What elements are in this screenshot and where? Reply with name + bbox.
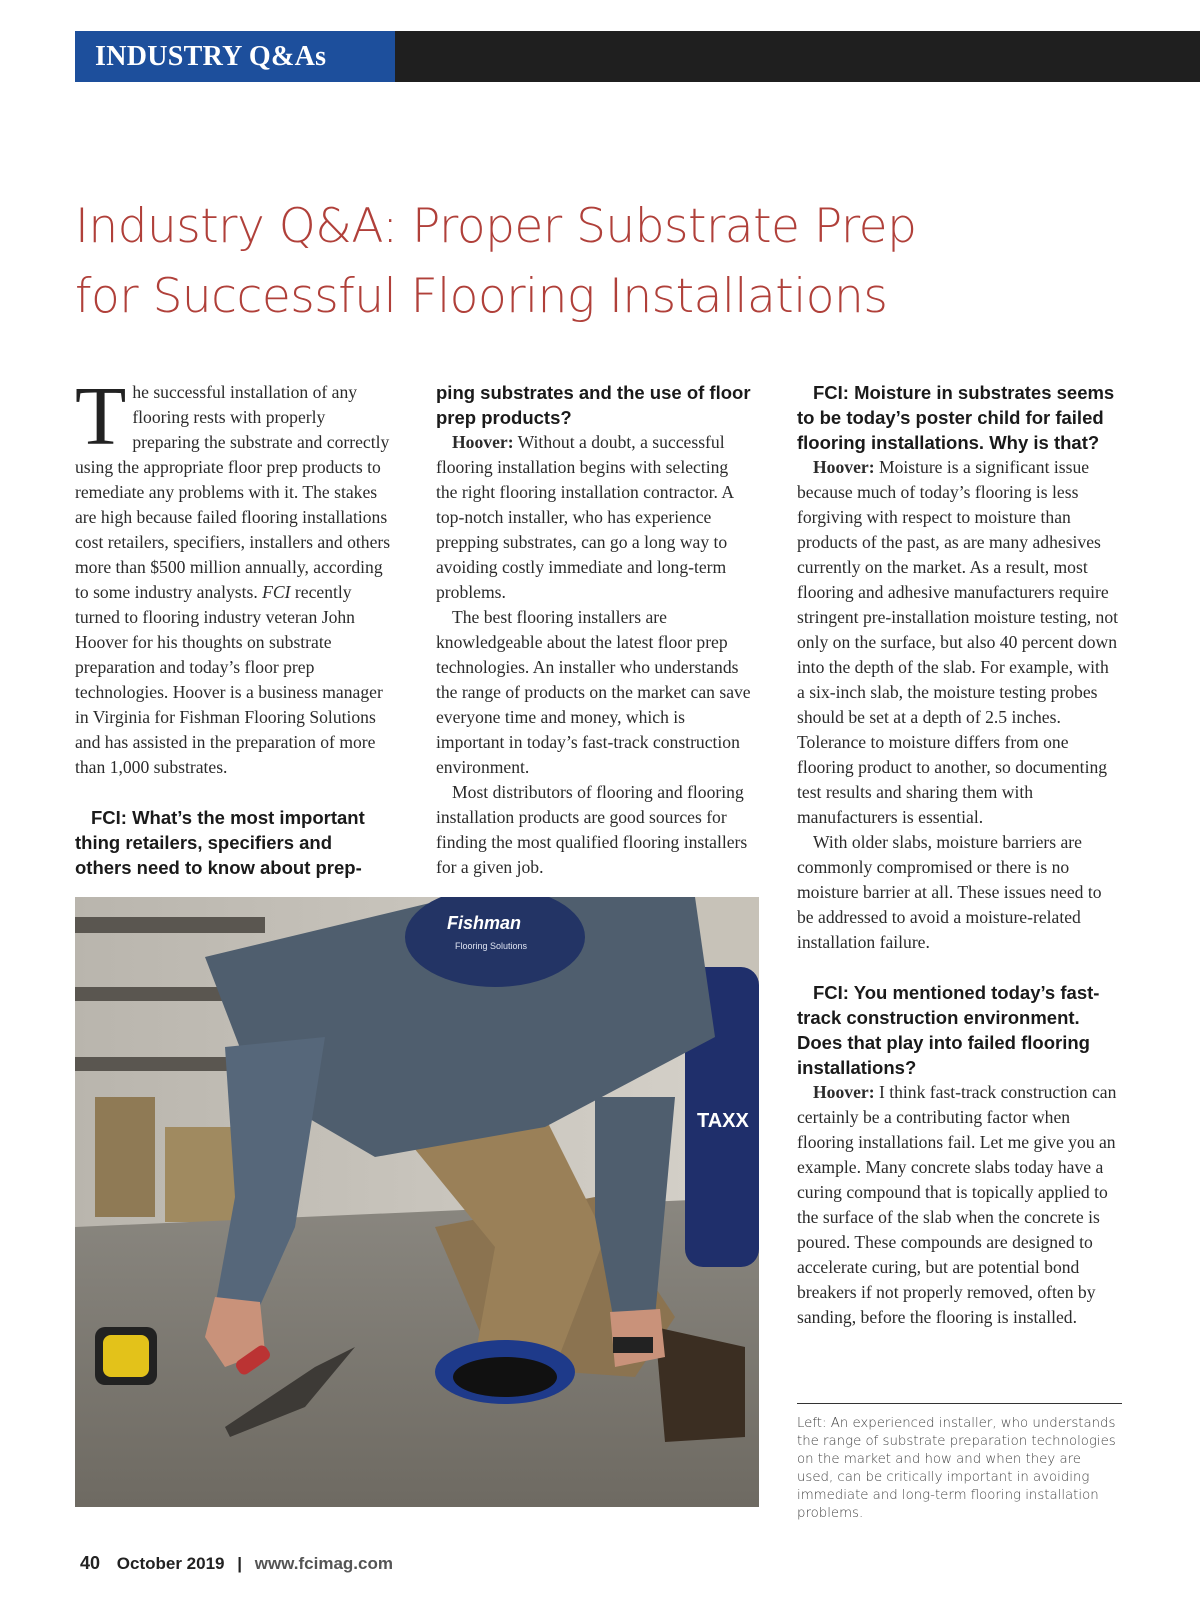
issue-date: October 2019	[116, 1554, 225, 1573]
speaker-label: Hoover:	[452, 432, 514, 452]
answer-2-paragraph-1: Hoover: Moisture is a significant issue because much of today’s flooring is less forgiving with respect to moisture than products of the past, as are many adhesives currently on the market. As a result, most flooring and adhesive manufacturers require stringent pre-installation moisture testing, not only on the surface, but also 40 percent down into the depth of the slab. For example, with a six-inch slab, the moisture testing probes should be set at a depth of 2.5 inches. Tolerance to moisture differs from one flooring product to another, so documenting test results and sharing them with manufacturers is essential.	[797, 457, 1119, 827]
boot-icon	[655, 1327, 745, 1442]
headline-line-2: for Successful Flooring Installations	[75, 269, 888, 324]
page-footer	[80, 1553, 393, 1574]
footer-separator: |	[237, 1554, 242, 1573]
cap-logo-text: Fishman	[447, 913, 522, 933]
intro-paragraph: The successful installation of any flooring rests with properly preparing the substrate and correctly using the appropriate floor prep products to remediate any problems with it. The stakes are high because failed flooring installations cost retailers, specifiers, installers and others more than $500 million annually, according to some industry analysts. FCI recently turned to flooring industry veteran John Hoover for his thoughts on substrate preparation and today’s floor prep technologies. Hoover is a business manager in Virginia for Fishman Flooring Solutions and has assisted in the preparation of more than 1,000 substrates.	[75, 370, 391, 777]
drop-cap: T	[75, 370, 127, 463]
fci-italic: FCI	[262, 582, 291, 602]
kneepad-brand-text: TAXX	[697, 1110, 749, 1132]
speaker-label: Hoover:	[813, 457, 875, 477]
question-2: FCI: Moisture in substrates seems to be today’s poster child for failed flooring installations. Why is that?	[797, 382, 1115, 453]
question-3: FCI: You mentioned today’s fast-track construction environment. Does that play into failed flooring installations?	[797, 982, 1100, 1078]
page-number: 40	[80, 1553, 101, 1573]
photo-caption: Left: An experienced installer, who understands the range of substrate preparation technologies on the market and how and when they are used, can be critically important in avoiding immediate and long-term flooring installation problems.	[797, 1416, 1116, 1521]
column-1	[75, 370, 393, 880]
speaker-label: Hoover:	[813, 1082, 875, 1102]
answer-1-paragraph-1: Hoover: Without a doubt, a successful flooring installation begins with selecting the right flooring installation contractor. A top-notch installer, who has experience prepping substrates, can go a long way to avoiding costly immediate and long-term problems.	[436, 432, 734, 602]
website-link[interactable]: www.fcimag.com	[254, 1554, 393, 1573]
question-1-continued: ping substrates and the use of floor prep products?	[436, 382, 751, 428]
answer-3-paragraph-1: Hoover: I think fast-track construction can certainly be a contributing factor when flooring installations fail. Let me give you an example. Many concrete slabs today have a curing compound that is topically applied to the surface of the slab when the concrete is poured. These compounds are designed to accelerate curing, but are potential bond breakers if not properly removed, often by sanding, before the flooring is installed.	[797, 1082, 1117, 1327]
installer-photo	[75, 897, 759, 1507]
article-headline	[75, 192, 1075, 332]
shelf	[75, 917, 265, 933]
answer-2-paragraph-2: With older slabs, moisture barriers are commonly compromised or there is no moisture barrier at all. These issues need to be addressed to avoid a moisture-related installation failure.	[797, 832, 1102, 952]
cap-sub-text: Flooring Solutions	[455, 941, 528, 951]
section-tab: INDUSTRY Q&As	[75, 31, 395, 82]
headline-line-1: Industry Q&A: Proper Substrate Prep	[75, 199, 917, 254]
column-2	[436, 380, 754, 880]
answer-1-paragraph-3: Most distributors of flooring and flooring installation products are good sources for finding the most qualified flooring installers for a given job.	[436, 782, 748, 877]
wristwatch-icon	[613, 1337, 653, 1353]
caption-rule	[797, 1403, 1122, 1404]
installer-photo-illustration	[75, 897, 759, 1507]
question-1: FCI: What’s the most important thing retailers, specifiers and others need to know about prep-	[75, 807, 365, 878]
cardboard-box	[165, 1127, 235, 1222]
answer-1-paragraph-2: The best flooring installers are knowledgeable about the latest floor prep technologies. An installer who understands the range of products on the market can save everyone time and money, which is important in today’s fast-track construction environment.	[436, 607, 751, 777]
cardboard-box	[95, 1097, 155, 1217]
column-3	[797, 380, 1119, 1330]
